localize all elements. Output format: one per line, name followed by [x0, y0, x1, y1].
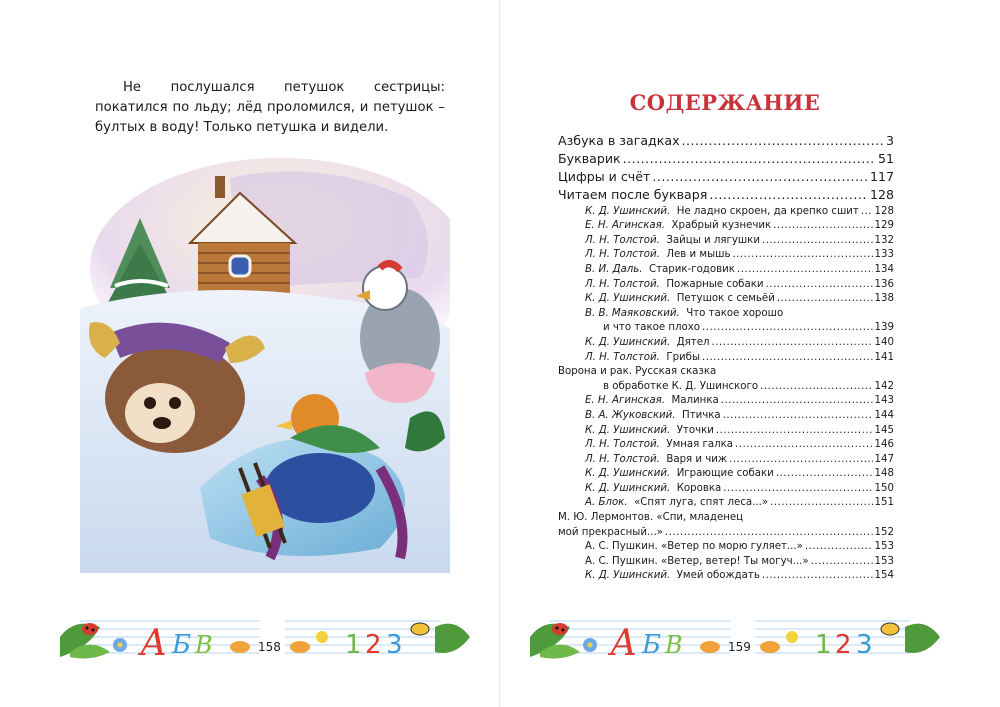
toc-entry-page: 136 — [874, 278, 894, 290]
toc-entry-title — [585, 395, 719, 406]
toc-entry-text: Лев и мышь — [666, 249, 731, 261]
toc-entry-text: Играющие собаки — [676, 468, 774, 480]
toc-leader-dots — [861, 206, 873, 217]
toc-leader-dots — [702, 322, 873, 333]
toc-entry — [558, 494, 894, 509]
toc-entry-text: Петушок с семьёй — [676, 293, 775, 305]
toc-entry-title — [558, 187, 707, 202]
toc-leader-dots — [623, 151, 876, 166]
toc-entry-title — [585, 570, 760, 581]
letter-b-right: Б — [642, 630, 662, 660]
toc-leader-dots — [723, 483, 872, 494]
toc-entry-title — [585, 483, 721, 494]
toc-entry-text: Умная галка — [666, 439, 734, 451]
toc-entry-title — [603, 381, 758, 392]
toc-entry — [558, 392, 894, 407]
toc-entry-title — [585, 410, 721, 421]
toc-entry-page: 133 — [874, 249, 894, 261]
toc-entry-page: 153 — [874, 555, 894, 567]
toc-entry-page: 138 — [874, 293, 894, 305]
toc-entry — [558, 319, 894, 334]
toc-entry-page: 134 — [874, 263, 894, 275]
toc-entry-page: 143 — [874, 395, 894, 407]
toc-entry-page: 142 — [874, 380, 894, 392]
toc-entry-title — [558, 527, 663, 538]
story-paragraph: Не послушался петушок сестрицы: покатился по льду; лёд проломился, и петушок – бултых в воду! Только петушка и видели. — [95, 80, 445, 135]
toc-entry-page: 141 — [874, 351, 894, 363]
toc-entry — [558, 479, 894, 494]
toc-entry-text: Птичка — [682, 409, 721, 421]
toc-entry — [558, 348, 894, 363]
toc-entry-text: «Спят луга, спят леса...» — [634, 497, 769, 509]
toc-leader-dots — [765, 279, 872, 290]
toc-entry — [558, 184, 894, 202]
toc-entry-title — [585, 279, 763, 290]
toc-entry-title — [585, 454, 727, 465]
toc-entry-text: мой прекрасный...» — [558, 526, 663, 538]
toc-entry — [558, 377, 894, 392]
toc-entry — [558, 202, 894, 217]
toc-entry-title — [603, 322, 700, 333]
toc-entry-title — [558, 366, 716, 377]
toc-entry-text: Зайцы и лягушки — [666, 234, 760, 246]
winter-illustration — [80, 158, 450, 573]
toc-entry-text: Что такое хорошо — [686, 307, 784, 319]
toc-entry-page: 151 — [874, 497, 894, 509]
letter-a-right: А — [610, 623, 638, 662]
toc-entry-text: Пожарные собаки — [666, 278, 764, 290]
toc-entry-text: Старик-годовик — [649, 263, 735, 275]
toc-entry-text: А. С. Пушкин. «Ветер по морю гуляет...» — [585, 541, 803, 553]
toc-entry-title — [558, 512, 743, 523]
toc-entry-text: Букварик — [558, 151, 621, 166]
toc-entry-text: Ворона и рак. Русская сказка — [558, 366, 717, 378]
toc-leader-dots — [702, 352, 873, 363]
toc-entry-title — [585, 439, 733, 450]
toc-entry-page: 128 — [869, 187, 894, 202]
toc-entry — [558, 567, 894, 582]
toc-entry-text: Читаем после букваря — [558, 187, 708, 202]
page-number-right: 159 — [728, 640, 751, 654]
toc-entry-page: 148 — [874, 468, 894, 480]
toc-entry — [558, 231, 894, 246]
digit-1-right: 1 — [815, 630, 832, 660]
toc-leader-dots — [805, 541, 873, 552]
letter-b: Б — [172, 630, 192, 660]
toc-leader-dots — [777, 293, 873, 304]
toc-entry-title — [585, 249, 730, 260]
toc-entry-author: К. Д. Ушинский. — [585, 424, 671, 436]
toc-entry-page: 152 — [874, 526, 894, 538]
toc-entry — [558, 166, 894, 184]
toc-entry-author: К. Д. Ушинский. — [585, 205, 671, 217]
toc-entry-text: Умей обождать — [676, 570, 760, 582]
toc-entry-title — [558, 133, 680, 148]
toc-entry-author: А. Блок. — [585, 497, 628, 509]
toc-entry-page: 129 — [874, 220, 894, 232]
toc-entry-text: Малинка — [671, 395, 719, 407]
toc-leader-dots — [665, 527, 873, 538]
toc-entry-page: 128 — [874, 205, 894, 217]
toc-entry-author: Е. Н. Агинская. — [585, 220, 666, 232]
toc-entry-title — [558, 169, 650, 184]
toc-leader-dots — [721, 395, 873, 406]
digit-1: 1 — [345, 630, 362, 660]
toc-leader-dots — [716, 425, 873, 436]
toc-leader-dots — [737, 264, 873, 275]
toc-entry — [558, 333, 894, 348]
toc-entry-author: Л. Н. Толстой. — [585, 278, 660, 290]
toc-leader-dots — [652, 169, 868, 184]
toc-leader-dots — [776, 468, 873, 479]
toc-entry — [558, 260, 894, 275]
letter-v: В — [195, 631, 213, 659]
toc-entry-title — [558, 151, 621, 166]
letter-v-right: В — [665, 631, 683, 659]
toc-entry-text: Варя и чиж — [666, 453, 728, 465]
toc-leader-dots — [773, 220, 872, 231]
toc-leader-dots — [760, 381, 872, 392]
toc-entry-page: 117 — [869, 169, 894, 184]
toc-leader-dots — [712, 337, 873, 348]
toc-entry-text: Дятел — [676, 336, 710, 348]
toc-leader-dots — [770, 497, 872, 508]
toc-entry-title — [585, 293, 775, 304]
toc-entry — [558, 508, 894, 523]
toc-entry — [558, 130, 894, 148]
toc-entry-page: 144 — [874, 409, 894, 421]
toc-entry-title — [585, 337, 710, 348]
toc-entry — [558, 363, 894, 378]
toc-entry — [558, 290, 894, 305]
toc-leader-dots — [811, 556, 873, 567]
toc-entry-author: Л. Н. Толстой. — [585, 249, 660, 261]
toc-entry-page: 146 — [874, 439, 894, 451]
toc-entry-text: Не ладно скроен, да крепко сшит — [676, 205, 859, 217]
digit-3-right: 3 — [856, 630, 873, 660]
toc-entry-page: 139 — [874, 322, 894, 334]
toc-entry — [558, 148, 894, 166]
toc-entry-author: Е. Н. Агинская. — [585, 395, 666, 407]
toc-entry-author: Л. Н. Толстой. — [585, 439, 660, 451]
toc-entry-author: К. Д. Ушинский. — [585, 468, 671, 480]
toc-entry-author: В. В. Маяковский. — [585, 307, 680, 319]
toc-entry — [558, 275, 894, 290]
toc-entry-text: в обработке К. Д. Ушинского — [603, 380, 759, 392]
toc-entry-text: и что такое плохо — [603, 322, 701, 334]
toc-entry-title — [585, 425, 714, 436]
toc-entry-title — [585, 220, 771, 231]
digit-3: 3 — [386, 630, 403, 660]
digit-2-right: 2 — [835, 630, 852, 660]
toc-entry — [558, 450, 894, 465]
digit-2: 2 — [365, 630, 382, 660]
toc-entry-title — [585, 497, 768, 508]
toc-entry-author: В. А. Жуковский. — [585, 409, 676, 421]
toc-entry — [558, 436, 894, 451]
toc-leader-dots — [762, 570, 873, 581]
toc-entry-text: Цифры и счёт — [558, 169, 651, 184]
toc-entry — [558, 465, 894, 480]
story-text-block — [95, 78, 445, 138]
toc-entry-title — [585, 556, 809, 567]
toc-entry-title — [585, 541, 803, 552]
toc-entry-text: Азбука в загадках — [558, 133, 680, 148]
toc-entry — [558, 523, 894, 538]
toc-leader-dots — [762, 235, 873, 246]
toc-leader-dots — [682, 133, 884, 148]
toc-entry-title — [585, 235, 760, 246]
toc-leader-dots — [735, 439, 873, 450]
toc-entry-page: 140 — [874, 336, 894, 348]
toc-entry-title — [585, 308, 783, 319]
toc-entry-author: К. Д. Ушинский. — [585, 482, 671, 494]
toc-entry-page: 154 — [874, 570, 894, 582]
toc-entry-page: 132 — [874, 234, 894, 246]
table-of-contents — [558, 130, 894, 581]
toc-leader-dots — [709, 187, 868, 202]
toc-entry — [558, 217, 894, 232]
toc-entry — [558, 304, 894, 319]
toc-leader-dots — [729, 454, 872, 465]
toc-entry-title — [585, 352, 700, 363]
toc-entry-page: 51 — [877, 151, 894, 166]
toc-entry — [558, 246, 894, 261]
toc-entry-author: К. Д. Ушинский. — [585, 293, 671, 305]
toc-title: СОДЕРЖАНИЕ — [629, 90, 821, 115]
letter-a: А — [140, 623, 168, 662]
page-number-left: 158 — [258, 640, 281, 654]
toc-entry-author: К. Д. Ушинский. — [585, 570, 671, 582]
toc-entry-page: 145 — [874, 424, 894, 436]
toc-entry-page: 147 — [874, 453, 894, 465]
toc-entry-text: Коровка — [676, 482, 722, 494]
toc-entry — [558, 421, 894, 436]
toc-entry-title — [585, 206, 859, 217]
toc-entry-title — [585, 264, 735, 275]
toc-entry-text: А. С. Пушкин. «Ветер, ветер! Ты могуч...» — [585, 555, 809, 567]
toc-entry-title — [585, 468, 774, 479]
toc-entry-author: Л. Н. Толстой. — [585, 453, 660, 465]
toc-entry-author: К. Д. Ушинский. — [585, 336, 671, 348]
toc-entry — [558, 406, 894, 421]
toc-leader-dots — [723, 410, 873, 421]
toc-entry — [558, 552, 894, 567]
toc-entry-text: Храбрый кузнечик — [671, 220, 772, 232]
toc-entry-text: Грибы — [666, 351, 700, 363]
toc-entry-text: Уточки — [676, 424, 714, 436]
toc-entry-author: В. И. Даль. — [585, 263, 643, 275]
toc-leader-dots — [732, 249, 872, 260]
toc-entry-page: 3 — [885, 133, 894, 148]
toc-entry-author: Л. Н. Толстой. — [585, 351, 660, 363]
toc-entry-author: Л. Н. Толстой. — [585, 234, 660, 246]
toc-entry-text: М. Ю. Лермонтов. «Спи, младенец — [558, 512, 744, 524]
toc-entry — [558, 538, 894, 553]
toc-entry-page: 150 — [874, 482, 894, 494]
toc-entry-page: 153 — [874, 541, 894, 553]
